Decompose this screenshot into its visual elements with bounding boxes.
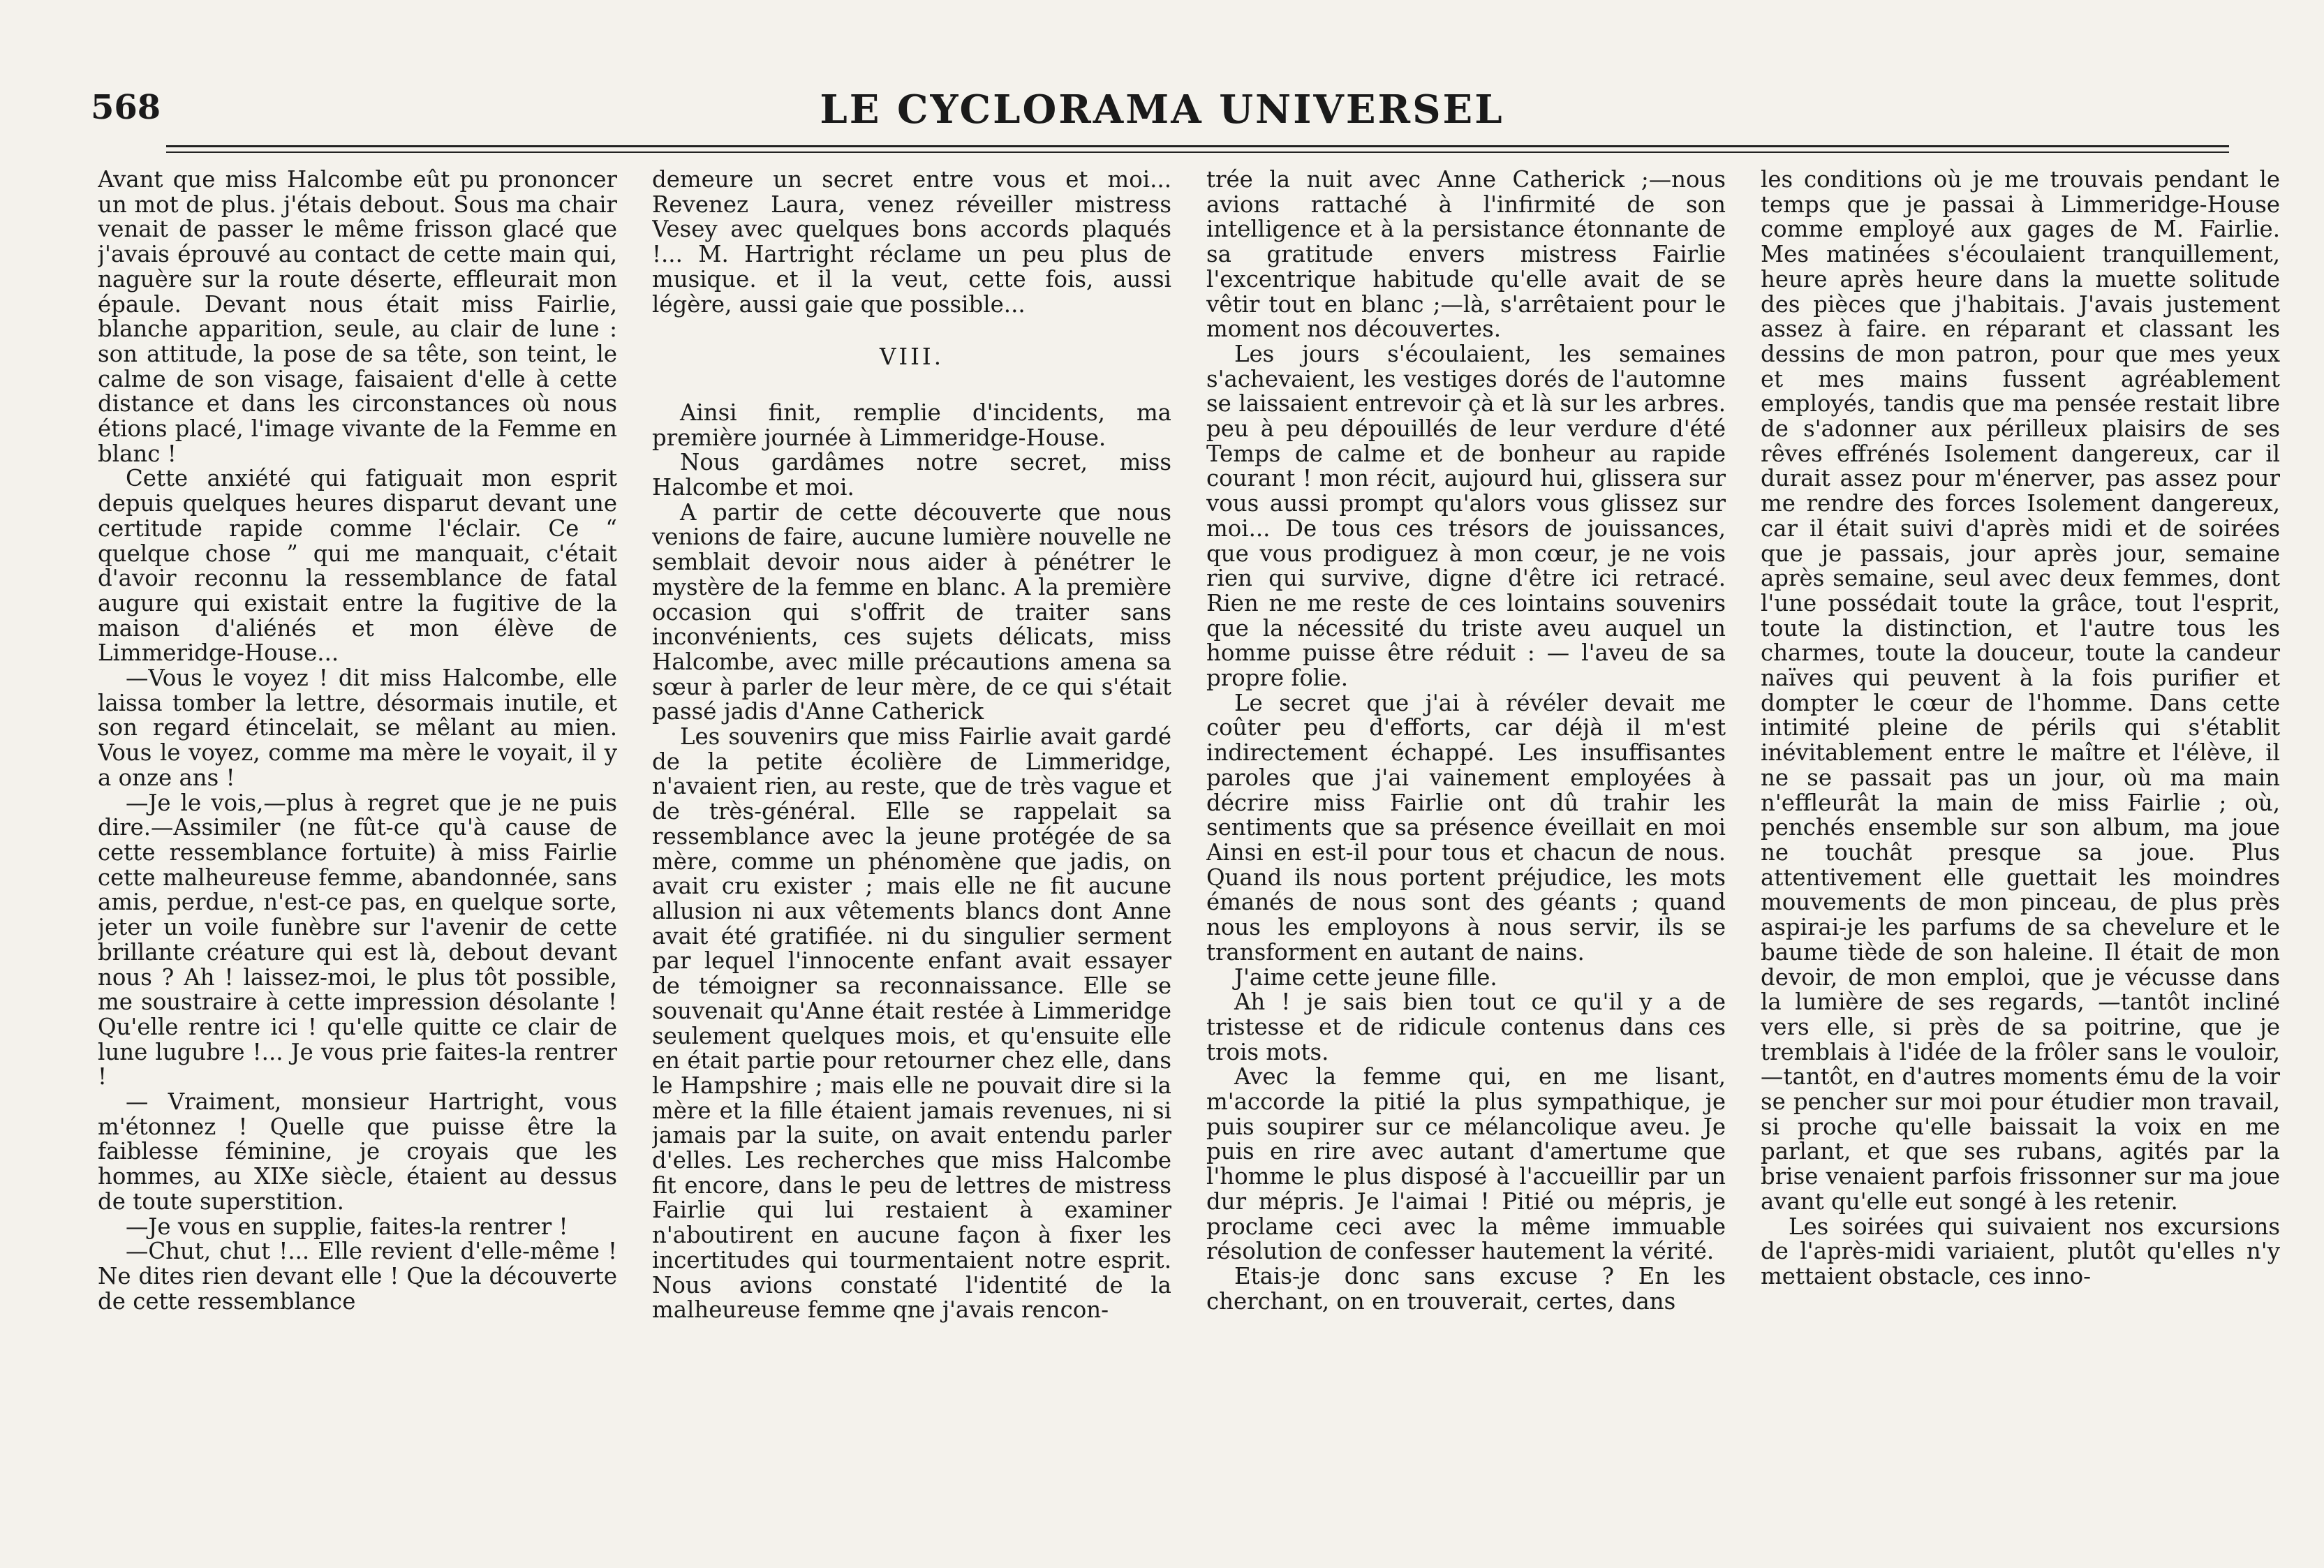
paragraph: Les souvenirs que miss Fairlie avait gardé de la petite écolière de Limmeridge, n'avaient rien, au reste, que de très vague et de très-général. Elle se rappelait sa ressemblance avec la jeune protégée de sa mère, comme un phénomène que jadis, on avait cru exister ; mais elle ne fit aucune allusion ni aux vêtements blancs dont Anne avait été gratifiée. ni du singulier serment par lequel l'innocente enfant avait essayer de témoigner sa reconnaissance. Elle se souvenait qu'Anne était restée à Limmeridge seulement quelques mois, et qu'ensuite elle en était partie pour retourner chez elle, dans le Hampshire ; mais elle ne pouvait dire si la mère et la fille étaient jamais revenues, ni si jamais par la suite, on avait entendu parler d'elles. Les recherches que miss Halcombe fit encore, dans le peu de lettres de mistress Fairlie qui lui restaient à examiner n'aboutirent en aucune façon à fixer les incertitudes qui tourmentaient notre esprit. Nous avions constaté l'identité de la malheureuse femme qne j'avais rencon- (652, 723, 1171, 1324)
column-1 (98, 168, 617, 1557)
chapter-heading: VIII. (879, 343, 945, 371)
paragraph: —Chut, chut !... Elle revient d'elle-même ! Ne dites rien devant elle ! Que la découverte de cette ressemblance (98, 1238, 617, 1315)
paragraph: Le secret que j'ai à révéler devait me coûter peu d'efforts, car déjà il m'est indirectement échappé. Les insuffisantes paroles que j'ai vainement employées à décrire miss Fairlie ont dû trahir les sentiments que sa présence éveillait en moi Ainsi en est-il pour tous et chacun de nous. Quand ils nous portent préjudice, les mots émanés de nous sont des géants ; quand nous les employons à nous servir, ils se transforment en autant de nains. (1206, 689, 1726, 966)
paragraph: — Vraiment, monsieur Hartright, vous m'étonnez ! Quelle que puisse être la faiblesse féminine, je croyais que les hommes, au XIXe siècle, étaient au dessus de toute superstition. (98, 1088, 617, 1215)
paragraph: Etais-je donc sans excuse ? En les cherchant, on en trouverait, certes, dans (1206, 1262, 1726, 1315)
column-4 (1761, 168, 2280, 1557)
paragraph: Les jours s'écoulaient, les semaines s'achevaient, les vestiges dorés de l'automne se laissaient entrevoir çà et là sur les arbres. peu à peu dépouillés de leur verdure d'été Temps de calme et de bonheur au rapide courant ! mon récit, aujourd hui, glissera sur vous aussi prompt qu'alors vous glissez sur moi... De tous ces trésors de jouissances, que vous prodiguez à mon cœur, je ne vois rien qui survive, digne d'être ici retracé. Rien ne me reste de ces lointains souvenirs que la nécessité du triste aveu auquel un homme puisse être réduit : — l'aveu de sa propre folie. (1206, 340, 1726, 692)
text-columns (98, 168, 2280, 1557)
paragraph: J'aime cette jeune fille. (1234, 963, 1497, 991)
header-rule-thin (166, 151, 2229, 153)
paragraph: Cette anxiété qui fatiguait mon esprit depuis quelques heures disparut devant une certitude rapide comme l'éclair. Ce “ quelque chose ” qui me manquait, c'était d'avoir reconnu la ressemblance de fatal augure qui existait entre la fugitive de la maison d'aliénés et mon élève de Limmeridge-House... (98, 465, 617, 667)
paragraph: Avec la femme qui, en me lisant, m'accorde la pitié la plus sympathique, je puis soupirer sur ce mélancolique aveu. Je puis en rire avec autant d'amertume que l'homme le plus disposé à l'accueillir par un dur mépris. Je l'aimai ! Pitié ou mépris, je proclame ceci avec la même immuable résolution de confesser hautement la vérité. (1206, 1063, 1726, 1265)
journal-title: LE CYCLORAMA UNIVERSEL (820, 87, 1504, 133)
paragraph: Nous gardâmes notre secret, miss Halcombe et moi. (652, 449, 1171, 501)
column-2 (652, 168, 1171, 1557)
paragraph: Avant que miss Halcombe eût pu prononcer un mot de plus. j'étais debout. Sous ma chair venait de passer le même frisson glacé que j'avais éprouvé au contact de cette main qui, naguère sur la route déserte, effleurait mon épaule. Devant nous était miss Fairlie, blanche apparition, seule, au clair de lune : son attitude, la pose de sa tête, son teint, le calme de son visage, faisaient d'elle à cette distance et dans les circonstances où nous étions placé, l'image vivante de la Femme en blanc ! (98, 168, 617, 467)
paragraph: Ainsi finit, remplie d'incidents, ma première journée à Limmeridge-House. (652, 399, 1171, 451)
paragraph: trée la nuit avec Anne Catherick ;—nous avions rattaché à l'infirmité de son intelligence et à la persistance étonnante de sa gratitude envers mistress Fairlie l'excentrique habitude qu'elle avait de se vêtir tout en blanc ;—là, s'arrêtaient pour le moment nos découvertes. (1206, 168, 1726, 343)
paragraph: —Je le vois,—plus à regret que je ne puis dire.—Assimiler (ne fût-ce qu'à cause de cette ressemblance fortuite) à miss Fairlie cette malheureuse femme, abandonnée, sans amis, perdue, n'est-ce pas, en quelque sorte, jeter un voile funèbre sur l'avenir de cette brillante créature qui est là, debout devant nous ? Ah ! laissez-moi, le plus tôt possible, me soustraire à cette impression désolante ! Qu'elle rentre ici ! qu'elle quitte ce clair de lune lugubre !... Je vous prie faites-la rentrer ! (98, 789, 617, 1090)
paragraph: Les soirées qui suivaient nos excursions de l'après-midi variaient, plutôt qu'elles n'y mettaient obstacle, ces inno- (1761, 1213, 2280, 1289)
column-3 (1206, 168, 1726, 1557)
paragraph: Ah ! je sais bien tout ce qu'il y a de tristesse et de ridicule contenus dans ces trois mots. (1206, 989, 1726, 1065)
paragraph: les conditions où je me trouvais pendant le temps que je passai à Limmeridge-House comme employé aux gages de M. Fairlie. Mes matinées s'écoulaient tranquillement, heure après heure dans la muette solitude des pièces que j'habitais. J'avais justement assez à faire. en réparant et classant les dessins de mon patron, pour que mes yeux et mes mains fussent agréablement employés, tandis que ma pensée restait libre de s'adonner aux périlleux plaisirs de ses rêves effrénés Isolement dangereux, car il durait assez pour m'énerver, pas assez pour me rendre des forces Isolement dangereux, car il était suivi d'après midi et de soirées que je passais, jour après jour, semaine après semaine, seul avec deux femmes, dont l'une possédait toute la grâce, tout l'esprit, toute la distinction, et l'autre tous les charmes, toute la douceur, toute la candeur naïves qui peuvent à la fois purifier et dompter le cœur de l'homme. Dans cette intimité pleine de périls qui s'établit inévitablement entre le maître et l'élève, il ne se passait pas un jour, où ma main n'effleurât la main de miss Fairlie ; où, penchés ensemble sur son album, ma joue ne touchât presque sa joue. Plus attentivement elle guettait les moindres mouvements de mon pinceau, de plus près aspirai-je les parfums de sa chevelure et le baume tiède de son haleine. Il était de mon devoir, de mon emploi, que je vécusse dans la lumière de ses regards, —tantôt incliné vers elle, si près de sa poitrine, que je tremblais à l'idée de la frôler sans le vouloir,—tantôt, en d'autres moments ému de la voir se pencher sur moi pour étudier mon travail, si proche qu'elle baissait la voix en me parlant, et que ses rubans, agités par la brise venaient parfois frissonner sur ma joue avant qu'elle eut songé à les retenir. (1761, 168, 2280, 1215)
paragraph: —Vous le voyez ! dit miss Halcombe, elle laissa tomber la lettre, désormais inutile, et son regard étincelait, se mêlant au mien. Vous le voyez, comme ma mère le voyait, il y a onze ans ! (98, 665, 617, 791)
paragraph: —Je vous en supplie, faites-la rentrer ! (126, 1213, 568, 1240)
page-number: 568 (91, 88, 161, 127)
paragraph: demeure un secret entre vous et moi... Revenez Laura, venez réveiller mistress Vesey avec quelques bons accords plaqués !... M. Hartright réclame un peu plus de musique. et il la veut, cette fois, aussi légère, aussi gaie que possible... (652, 168, 1171, 318)
paragraph: A partir de cette découverte que nous venions de faire, aucune lumière nouvelle ne semblait devoir nous aider à pénétrer le mystère de la femme en blanc. A la première occasion qui s'offrit de traiter sans inconvénients, ces sujets délicats, miss Halcombe, avec mille précautions amena sa sœur à parler de leur mère, de ce qui s'était passé jadis d'Anne Catherick (652, 498, 1171, 725)
header-rule-thick (166, 145, 2229, 147)
